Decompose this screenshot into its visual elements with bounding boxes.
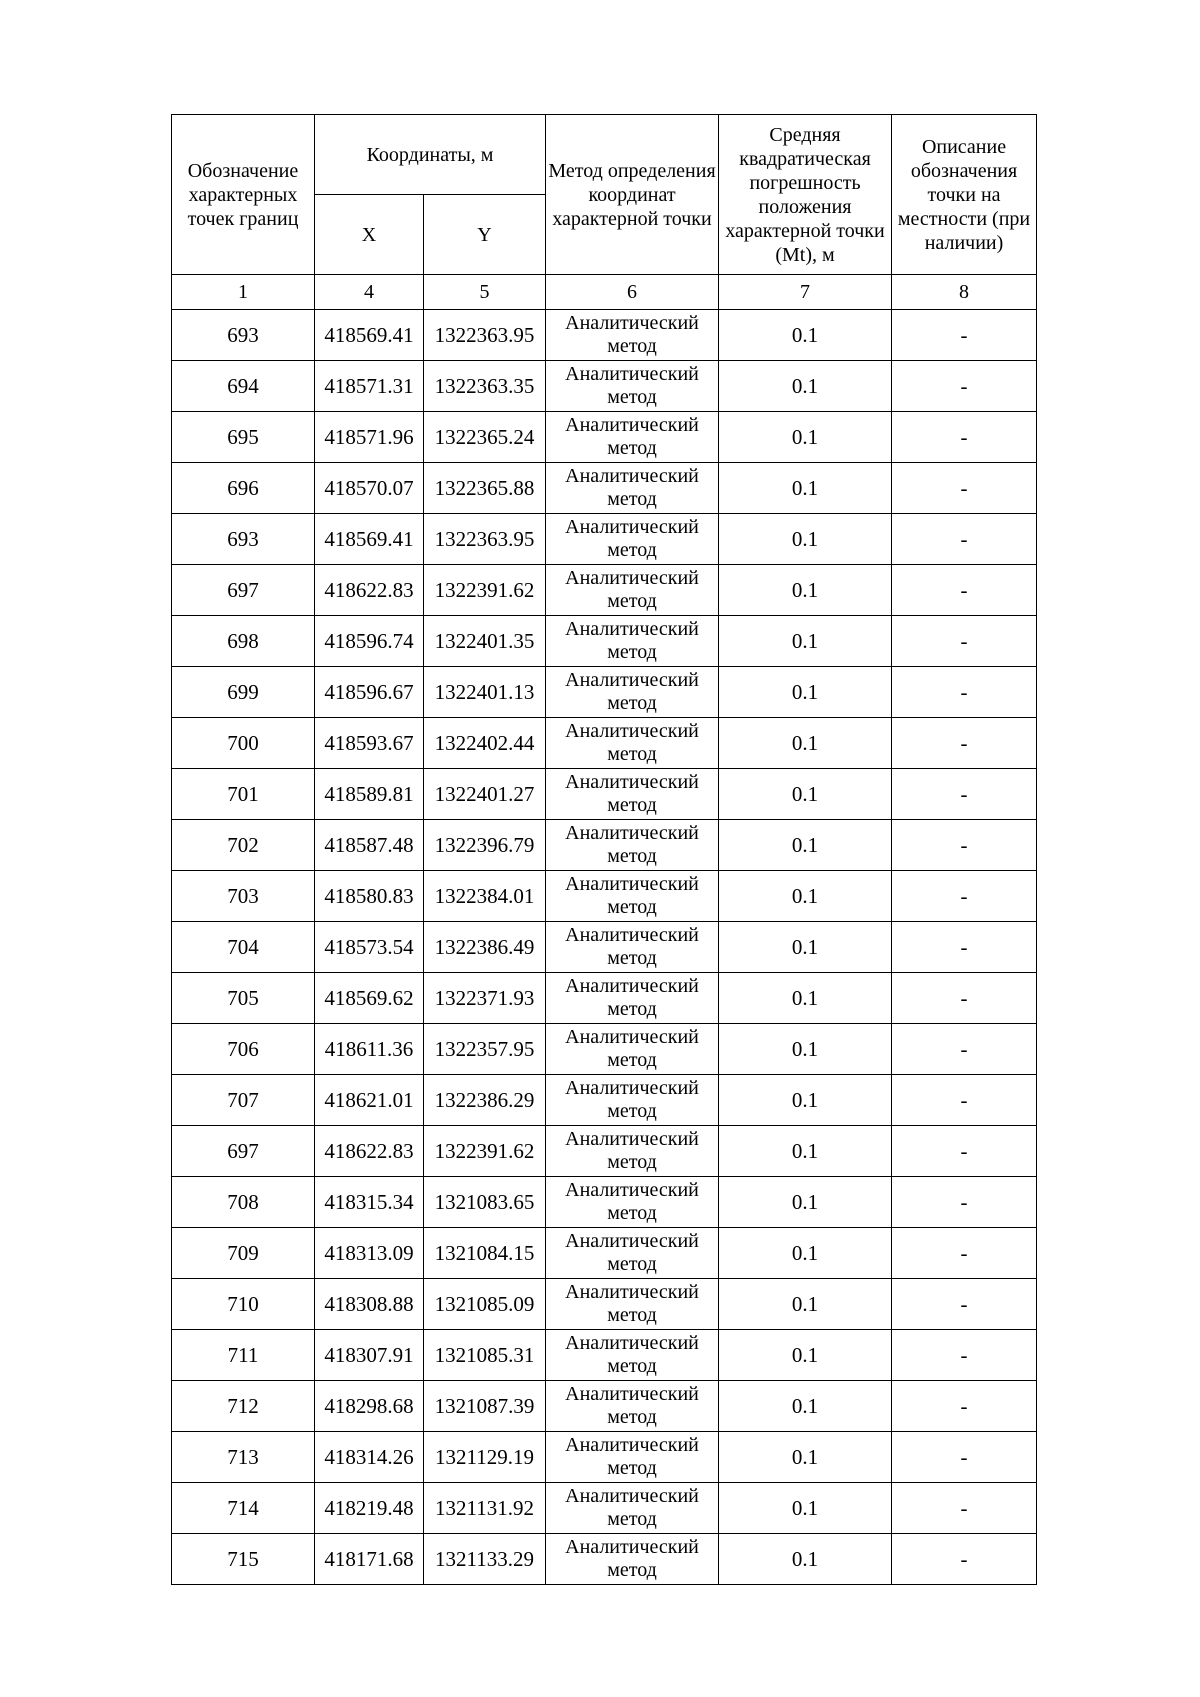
method-text-line: Аналитический bbox=[565, 1077, 699, 1099]
x-coordinate-cell: 418622.83 bbox=[315, 565, 424, 616]
point-id-cell: 693 bbox=[172, 514, 315, 565]
x-coordinate-cell: 418587.48 bbox=[315, 820, 424, 871]
description-cell: - bbox=[892, 718, 1037, 769]
method-text-line: Аналитический bbox=[565, 1536, 699, 1558]
table-row bbox=[172, 973, 1037, 1024]
error-cell: 0.1 bbox=[719, 1075, 892, 1126]
method-cell bbox=[546, 1279, 719, 1330]
y-coordinate-cell: 1322357.95 bbox=[424, 1024, 546, 1075]
method-text-line: Аналитический bbox=[565, 975, 699, 997]
error-cell: 0.1 bbox=[719, 973, 892, 1024]
coordinates-table bbox=[171, 114, 1037, 1585]
table-row bbox=[172, 1177, 1037, 1228]
method-text-line: Аналитический bbox=[565, 873, 699, 895]
x-coordinate-cell: 418314.26 bbox=[315, 1432, 424, 1483]
description-cell: - bbox=[892, 1483, 1037, 1534]
point-id-cell: 700 bbox=[172, 718, 315, 769]
method-text-line: метод bbox=[607, 743, 657, 765]
y-coordinate-cell: 1322386.29 bbox=[424, 1075, 546, 1126]
method-text-line: Аналитический bbox=[565, 822, 699, 844]
method-text-line: метод bbox=[607, 1457, 657, 1479]
column-number: 5 bbox=[424, 275, 546, 310]
y-coordinate-cell: 1321133.29 bbox=[424, 1534, 546, 1585]
method-text-line: Аналитический bbox=[565, 414, 699, 436]
method-cell bbox=[546, 1177, 719, 1228]
header-error: Средняя квадратическая погрешность положения характерной точки (Mt), м bbox=[719, 115, 892, 275]
x-coordinate-cell: 418573.54 bbox=[315, 922, 424, 973]
method-text-line: Аналитический bbox=[565, 516, 699, 538]
error-cell: 0.1 bbox=[719, 463, 892, 514]
error-cell: 0.1 bbox=[719, 1024, 892, 1075]
method-cell bbox=[546, 1330, 719, 1381]
table-row bbox=[172, 1024, 1037, 1075]
point-id-cell: 697 bbox=[172, 1126, 315, 1177]
table-row bbox=[172, 922, 1037, 973]
description-cell: - bbox=[892, 514, 1037, 565]
header-x: X bbox=[315, 195, 424, 275]
method-cell bbox=[546, 769, 719, 820]
point-id-cell: 703 bbox=[172, 871, 315, 922]
method-text-line: Аналитический bbox=[565, 720, 699, 742]
x-coordinate-cell: 418596.67 bbox=[315, 667, 424, 718]
point-id-cell: 705 bbox=[172, 973, 315, 1024]
x-coordinate-cell: 418580.83 bbox=[315, 871, 424, 922]
point-id-cell: 707 bbox=[172, 1075, 315, 1126]
x-coordinate-cell: 418571.31 bbox=[315, 361, 424, 412]
description-cell: - bbox=[892, 769, 1037, 820]
error-cell: 0.1 bbox=[719, 1228, 892, 1279]
description-cell: - bbox=[892, 667, 1037, 718]
column-number-row bbox=[172, 275, 1037, 310]
method-text-line: метод bbox=[607, 488, 657, 510]
x-coordinate-cell: 418219.48 bbox=[315, 1483, 424, 1534]
x-coordinate-cell: 418571.96 bbox=[315, 412, 424, 463]
x-coordinate-cell: 418596.74 bbox=[315, 616, 424, 667]
x-coordinate-cell: 418313.09 bbox=[315, 1228, 424, 1279]
point-id-cell: 698 bbox=[172, 616, 315, 667]
x-coordinate-cell: 418298.68 bbox=[315, 1381, 424, 1432]
column-number: 8 bbox=[892, 275, 1037, 310]
method-text-line: метод bbox=[607, 590, 657, 612]
method-text-line: Аналитический bbox=[565, 924, 699, 946]
method-text-line: метод bbox=[607, 1253, 657, 1275]
table-row bbox=[172, 1279, 1037, 1330]
method-cell bbox=[546, 1534, 719, 1585]
method-text-line: Аналитический bbox=[565, 1230, 699, 1252]
method-text-line: метод bbox=[607, 1508, 657, 1530]
method-text-line: Аналитический bbox=[565, 1332, 699, 1354]
method-text-line: метод bbox=[607, 1406, 657, 1428]
point-id-cell: 709 bbox=[172, 1228, 315, 1279]
method-text-line: метод bbox=[607, 1559, 657, 1581]
point-id-cell: 695 bbox=[172, 412, 315, 463]
description-cell: - bbox=[892, 1330, 1037, 1381]
column-number: 4 bbox=[315, 275, 424, 310]
description-cell: - bbox=[892, 310, 1037, 361]
method-text-line: Аналитический bbox=[565, 465, 699, 487]
method-cell bbox=[546, 463, 719, 514]
point-id-cell: 712 bbox=[172, 1381, 315, 1432]
method-text-line: Аналитический bbox=[565, 567, 699, 589]
method-cell bbox=[546, 973, 719, 1024]
error-cell: 0.1 bbox=[719, 1432, 892, 1483]
point-id-cell: 696 bbox=[172, 463, 315, 514]
y-coordinate-cell: 1322371.93 bbox=[424, 973, 546, 1024]
table-row bbox=[172, 1534, 1037, 1585]
error-cell: 0.1 bbox=[719, 616, 892, 667]
method-text-line: метод bbox=[607, 386, 657, 408]
method-cell bbox=[546, 1024, 719, 1075]
y-coordinate-cell: 1321087.39 bbox=[424, 1381, 546, 1432]
error-cell: 0.1 bbox=[719, 820, 892, 871]
x-coordinate-cell: 418171.68 bbox=[315, 1534, 424, 1585]
x-coordinate-cell: 418308.88 bbox=[315, 1279, 424, 1330]
y-coordinate-cell: 1321131.92 bbox=[424, 1483, 546, 1534]
method-text-line: метод bbox=[607, 437, 657, 459]
y-coordinate-cell: 1322391.62 bbox=[424, 565, 546, 616]
table-row bbox=[172, 565, 1037, 616]
method-cell bbox=[546, 1126, 719, 1177]
method-cell bbox=[546, 361, 719, 412]
y-coordinate-cell: 1322363.35 bbox=[424, 361, 546, 412]
description-cell: - bbox=[892, 922, 1037, 973]
method-text-line: Аналитический bbox=[565, 771, 699, 793]
x-coordinate-cell: 418307.91 bbox=[315, 1330, 424, 1381]
y-coordinate-cell: 1321084.15 bbox=[424, 1228, 546, 1279]
method-cell bbox=[546, 514, 719, 565]
table-row bbox=[172, 820, 1037, 871]
method-text-line: метод bbox=[607, 947, 657, 969]
y-coordinate-cell: 1322401.27 bbox=[424, 769, 546, 820]
table-row bbox=[172, 667, 1037, 718]
method-text-line: метод bbox=[607, 1202, 657, 1224]
y-coordinate-cell: 1321129.19 bbox=[424, 1432, 546, 1483]
method-cell bbox=[546, 616, 719, 667]
description-cell: - bbox=[892, 1228, 1037, 1279]
point-id-cell: 704 bbox=[172, 922, 315, 973]
method-text-line: метод bbox=[607, 998, 657, 1020]
y-coordinate-cell: 1322384.01 bbox=[424, 871, 546, 922]
method-cell bbox=[546, 871, 719, 922]
method-text-line: метод bbox=[607, 335, 657, 357]
error-cell: 0.1 bbox=[719, 667, 892, 718]
table-body bbox=[172, 310, 1037, 1585]
error-cell: 0.1 bbox=[719, 310, 892, 361]
table-row bbox=[172, 1330, 1037, 1381]
point-id-cell: 694 bbox=[172, 361, 315, 412]
table-row bbox=[172, 310, 1037, 361]
method-cell bbox=[546, 565, 719, 616]
description-cell: - bbox=[892, 1126, 1037, 1177]
point-id-cell: 697 bbox=[172, 565, 315, 616]
x-coordinate-cell: 418621.01 bbox=[315, 1075, 424, 1126]
method-text-line: метод bbox=[607, 692, 657, 714]
description-cell: - bbox=[892, 1075, 1037, 1126]
description-cell: - bbox=[892, 820, 1037, 871]
error-cell: 0.1 bbox=[719, 871, 892, 922]
x-coordinate-cell: 418570.07 bbox=[315, 463, 424, 514]
error-cell: 0.1 bbox=[719, 1330, 892, 1381]
method-text-line: Аналитический bbox=[565, 1128, 699, 1150]
error-cell: 0.1 bbox=[719, 1126, 892, 1177]
header-point-label: Обозначение характерных точек границ bbox=[172, 115, 315, 275]
error-cell: 0.1 bbox=[719, 922, 892, 973]
y-coordinate-cell: 1322363.95 bbox=[424, 514, 546, 565]
description-cell: - bbox=[892, 412, 1037, 463]
point-id-cell: 711 bbox=[172, 1330, 315, 1381]
point-id-cell: 713 bbox=[172, 1432, 315, 1483]
x-coordinate-cell: 418593.67 bbox=[315, 718, 424, 769]
y-coordinate-cell: 1322363.95 bbox=[424, 310, 546, 361]
description-cell: - bbox=[892, 616, 1037, 667]
method-text-line: метод bbox=[607, 1355, 657, 1377]
table-row bbox=[172, 361, 1037, 412]
description-cell: - bbox=[892, 1534, 1037, 1585]
method-cell bbox=[546, 667, 719, 718]
x-coordinate-cell: 418622.83 bbox=[315, 1126, 424, 1177]
point-id-cell: 714 bbox=[172, 1483, 315, 1534]
y-coordinate-cell: 1322402.44 bbox=[424, 718, 546, 769]
method-text-line: метод bbox=[607, 539, 657, 561]
description-cell: - bbox=[892, 565, 1037, 616]
method-text-line: метод bbox=[607, 1100, 657, 1122]
method-text-line: Аналитический bbox=[565, 1281, 699, 1303]
error-cell: 0.1 bbox=[719, 718, 892, 769]
table-row bbox=[172, 412, 1037, 463]
table-row bbox=[172, 1075, 1037, 1126]
method-text-line: Аналитический bbox=[565, 618, 699, 640]
method-cell bbox=[546, 1075, 719, 1126]
description-cell: - bbox=[892, 463, 1037, 514]
column-number: 6 bbox=[546, 275, 719, 310]
x-coordinate-cell: 418569.41 bbox=[315, 514, 424, 565]
method-text-line: Аналитический bbox=[565, 1485, 699, 1507]
description-cell: - bbox=[892, 1024, 1037, 1075]
method-text-line: Аналитический bbox=[565, 1026, 699, 1048]
description-cell: - bbox=[892, 871, 1037, 922]
method-text-line: Аналитический bbox=[565, 1179, 699, 1201]
error-cell: 0.1 bbox=[719, 1534, 892, 1585]
method-text-line: метод bbox=[607, 896, 657, 918]
table-row bbox=[172, 514, 1037, 565]
method-text-line: Аналитический bbox=[565, 669, 699, 691]
error-cell: 0.1 bbox=[719, 1381, 892, 1432]
point-id-cell: 699 bbox=[172, 667, 315, 718]
x-coordinate-cell: 418589.81 bbox=[315, 769, 424, 820]
y-coordinate-cell: 1321085.09 bbox=[424, 1279, 546, 1330]
y-coordinate-cell: 1322396.79 bbox=[424, 820, 546, 871]
method-text-line: Аналитический bbox=[565, 1434, 699, 1456]
error-cell: 0.1 bbox=[719, 1483, 892, 1534]
description-cell: - bbox=[892, 973, 1037, 1024]
method-cell bbox=[546, 922, 719, 973]
method-cell bbox=[546, 1483, 719, 1534]
header-y: Y bbox=[424, 195, 546, 275]
method-cell bbox=[546, 310, 719, 361]
point-id-cell: 715 bbox=[172, 1534, 315, 1585]
x-coordinate-cell: 418611.36 bbox=[315, 1024, 424, 1075]
method-cell bbox=[546, 820, 719, 871]
error-cell: 0.1 bbox=[719, 514, 892, 565]
table-row bbox=[172, 1228, 1037, 1279]
description-cell: - bbox=[892, 1381, 1037, 1432]
method-text-line: Аналитический bbox=[565, 312, 699, 334]
description-cell: - bbox=[892, 1177, 1037, 1228]
table-row bbox=[172, 769, 1037, 820]
y-coordinate-cell: 1322401.35 bbox=[424, 616, 546, 667]
y-coordinate-cell: 1321083.65 bbox=[424, 1177, 546, 1228]
table-row bbox=[172, 1432, 1037, 1483]
y-coordinate-cell: 1322391.62 bbox=[424, 1126, 546, 1177]
table-header bbox=[172, 115, 1037, 310]
y-coordinate-cell: 1322386.49 bbox=[424, 922, 546, 973]
method-text-line: метод bbox=[607, 794, 657, 816]
x-coordinate-cell: 418569.41 bbox=[315, 310, 424, 361]
error-cell: 0.1 bbox=[719, 361, 892, 412]
description-cell: - bbox=[892, 1279, 1037, 1330]
method-text-line: метод bbox=[607, 1049, 657, 1071]
error-cell: 0.1 bbox=[719, 769, 892, 820]
method-text-line: Аналитический bbox=[565, 1383, 699, 1405]
error-cell: 0.1 bbox=[719, 1177, 892, 1228]
description-cell: - bbox=[892, 1432, 1037, 1483]
header-description: Описание обозначения точки на местности (при наличии) bbox=[892, 115, 1037, 275]
x-coordinate-cell: 418569.62 bbox=[315, 973, 424, 1024]
table-row bbox=[172, 718, 1037, 769]
error-cell: 0.1 bbox=[719, 1279, 892, 1330]
y-coordinate-cell: 1321085.31 bbox=[424, 1330, 546, 1381]
header-method: Метод определения координат характерной точки bbox=[546, 115, 719, 275]
point-id-cell: 693 bbox=[172, 310, 315, 361]
method-cell bbox=[546, 1228, 719, 1279]
column-number: 1 bbox=[172, 275, 315, 310]
table-row bbox=[172, 616, 1037, 667]
method-text-line: метод bbox=[607, 1151, 657, 1173]
method-text-line: Аналитический bbox=[565, 363, 699, 385]
y-coordinate-cell: 1322401.13 bbox=[424, 667, 546, 718]
point-id-cell: 710 bbox=[172, 1279, 315, 1330]
method-text-line: метод bbox=[607, 845, 657, 867]
method-cell bbox=[546, 1432, 719, 1483]
y-coordinate-cell: 1322365.88 bbox=[424, 463, 546, 514]
column-number: 7 bbox=[719, 275, 892, 310]
error-cell: 0.1 bbox=[719, 565, 892, 616]
table-row bbox=[172, 1483, 1037, 1534]
table-row bbox=[172, 871, 1037, 922]
header-coordinates: Координаты, м bbox=[315, 115, 546, 195]
method-text-line: метод bbox=[607, 1304, 657, 1326]
description-cell: - bbox=[892, 361, 1037, 412]
point-id-cell: 706 bbox=[172, 1024, 315, 1075]
point-id-cell: 708 bbox=[172, 1177, 315, 1228]
method-cell bbox=[546, 1381, 719, 1432]
method-text-line: метод bbox=[607, 641, 657, 663]
table-row bbox=[172, 463, 1037, 514]
method-cell bbox=[546, 718, 719, 769]
point-id-cell: 702 bbox=[172, 820, 315, 871]
point-id-cell: 701 bbox=[172, 769, 315, 820]
method-cell bbox=[546, 412, 719, 463]
y-coordinate-cell: 1322365.24 bbox=[424, 412, 546, 463]
table-row bbox=[172, 1126, 1037, 1177]
error-cell: 0.1 bbox=[719, 412, 892, 463]
table-row bbox=[172, 1381, 1037, 1432]
x-coordinate-cell: 418315.34 bbox=[315, 1177, 424, 1228]
